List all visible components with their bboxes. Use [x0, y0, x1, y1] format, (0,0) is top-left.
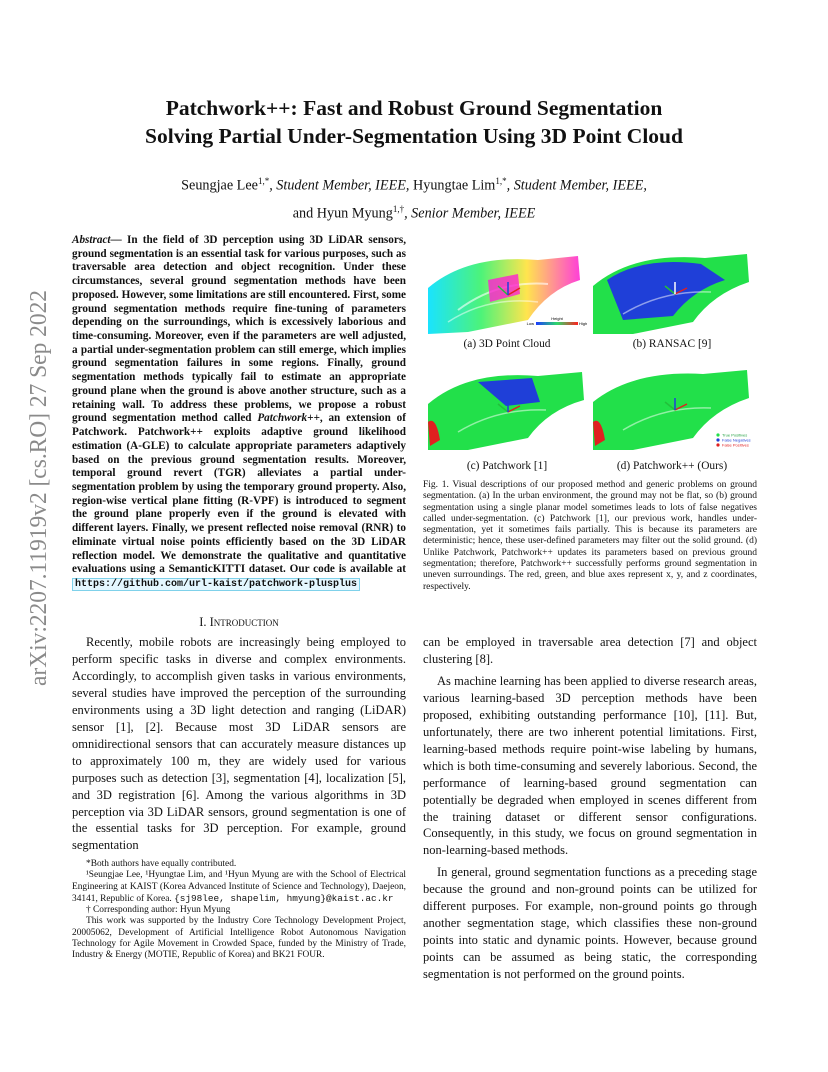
author-2-affil: 1,*: [495, 176, 507, 186]
right-paragraph-3: In general, ground segmentation functions as a preceding stage because the ground and non-ground points can be utilized for different purposes. For example, non-ground points go through another segmentation stage, which classifies these non-ground points into static and dynamic points. However, because ground points can be assumed as being static, the corresponding segmentation is not performed on the ground points.: [423, 865, 757, 982]
author-block: [90, 170, 738, 225]
intro-left-block: [72, 634, 406, 854]
footnote-funding: This work was supported by the Industry Core Technology Development Project, 20005062, Development of Artificial Intelligence Robot Autonomous Navigation Technology for Agile Movement in Crowded Space, funded by the Ministry of Trade, Industry & Energy (MOTIE, Republic of Korea) and BK21 FOUR.: [72, 916, 406, 961]
point-cloud-a: [428, 250, 586, 334]
legend-fp-marker: [716, 443, 719, 446]
right-paragraph-2: As machine learning has been applied to diverse research areas, various learning-based 3D perception methods have been proposed, exhibiting outstanding performance [10], [11]. But, unfortunately, there are two inherent potential limitations. First, learning-based methods require point-wise labeling by humans, which is both time-consuming and severely laborious. Second, the performance of learning-based ground segmentation can potentially be degraded when employed in scenes different from the training dataset or different sensor configurations. Consequently, in this study, we focus on ground segmentation in non-learning-based methods.: [423, 673, 757, 858]
point-cloud-c: [428, 366, 586, 450]
footnote-corresponding: † Corresponding author: Hyun Myung: [86, 905, 231, 916]
section-number: I.: [199, 615, 210, 629]
legend-tp-marker: [716, 433, 719, 436]
panel-a-caption: (a) 3D Point Cloud: [463, 338, 551, 350]
panel-c-caption: (c) Patchwork [1]: [466, 460, 548, 472]
author-1-role: , Student Member, IEEE,: [269, 177, 410, 194]
legend-fn: False Negatives: [722, 437, 751, 443]
panel-c-image: [428, 366, 586, 450]
abstract-lead: Abstract: [72, 234, 111, 246]
author-2-name: Hyungtae Lim: [409, 177, 496, 194]
arxiv-stamp-graphic: [14, 280, 54, 690]
figure-1: [423, 250, 757, 470]
abstract-dash: —: [110, 234, 127, 246]
paper-title: [90, 94, 738, 150]
high-label: High: [579, 321, 588, 326]
point-cloud-d: [593, 366, 751, 450]
panel-d-caption: (d) Patchwork++ (Ours): [616, 460, 728, 472]
footnote-emails: {sj98lee, shapelim, hmyung}@kaist.ac.kr: [174, 892, 394, 904]
height-label: Height: [551, 316, 563, 321]
abstract-text-2: , an extension of Patchwork. Patchwork++ exploits adaptive ground likelihood estimation (A-GLE) to calculate appropriate parameters adaptively based on the previous ground segmentation results. Moreover, temporal ground revert (TGR) alleviates a partial under-segmentation problem by using the temporary ground property. Also, region-wise vertical plane fitting (R-VPF) is introduced to segment the ground plane properly even if the ground is elevated with different layers. Finally, we present reflected noise removal (RNR) to eliminate virtual noise points efficiently based on the 3D LiDAR reflection model. We demonstrate the qualitative and quantitative evaluations using a SemanticKITTI dataset. Our code is available at: [72, 412, 406, 576]
code-link[interactable]: https://github.com/url-kaist/patchwork-plusplus: [72, 578, 360, 591]
legend-tp: True Positives: [722, 432, 748, 438]
footnote-equal-contrib: *Both authors have equally contributed.: [86, 859, 237, 869]
title-line-1: Patchwork++: Fast and Robust Ground Segmentation: [165, 96, 663, 120]
author-3-affil: 1,†: [392, 203, 405, 214]
footnote-affiliation-text: ¹Seungjae Lee, ¹Hyungtae Lim, and ¹Hyun Myung are with the School of Electrical Engineering at KAIST (Korea Advanced Institute of Science and Technology), Daejeon, 34141, Republic of Korea.: [72, 870, 406, 904]
arxiv-id: arXiv:2207.11919v2 [cs.RO] 27 Sep 2022: [26, 280, 52, 686]
abstract: [72, 234, 406, 592]
right-column-body: [423, 634, 757, 983]
section-heading: [72, 615, 406, 630]
intro-paragraph: Recently, mobile robots are increasingly being employed to perform specific tasks in diverse and complex environments. Accordingly, to accomplish given tasks in various environments, several studies have improved the perception of the surrounding environments using a 3D light detection and ranging (LiDAR) sensor [1], [2]. Because most 3D LiDAR sensors are omnidirectional sensors that can accurately measure distances up to approximately 100 m, they are widely used for various purposes such as detection [3], segmentation [4], localization [5], and 3D registration [6]. Among the various algorithms in 3D perception via 3D LiDAR sensors, ground segmentation is one of the essential tasks for 3D perception. For example, ground segmentation: [72, 635, 406, 853]
panel-b-image: [593, 250, 751, 334]
arxiv-stamp: [14, 280, 54, 690]
low-label: Low: [526, 321, 534, 326]
author-line-2: [90, 198, 738, 226]
author-3-name: and Hyun Myung: [292, 205, 393, 222]
author-1-name: Seungjae Lee: [181, 177, 258, 194]
panel-a-image: [428, 250, 586, 334]
abstract-method-name: Patchwork++: [257, 412, 320, 425]
left-column: [72, 234, 406, 592]
title-line-2: Solving Partial Under-Segmentation Using 3D Point Cloud: [145, 124, 683, 148]
abstract-text-1: In the field of 3D perception using 3D LiDAR sensors, ground segmentation is an essential task for various purposes, such as traversable area detection and object recognition. Under these circumstances, several ground segmentation methods have been proposed. However, some limitations are still encountered. First, some ground segmentation methods require fine-tuning of parameters depending on the surroundings, which is excessively laborious and time-consuming. Moreover, even if the parameters are well adjusted, a partial under-segmentation problem can still emerge, which implies ground segmentation failures in some regions. Finally, ground segmentation methods typically fail to estimate an appropriate ground plane when the ground is above another structure, such as a retaining wall. To address these problems, we propose a robust ground segmentation method called: [72, 234, 406, 425]
author-1-affil: 1,*: [257, 176, 270, 186]
legend-fp: False Positives: [722, 442, 749, 448]
panel-d-image: [593, 366, 751, 450]
figure-panels: [423, 250, 757, 470]
author-line-1: [90, 170, 738, 198]
footnote-affiliation: [72, 870, 406, 905]
right-paragraph-1: can be employed in traversable area detection [7] and object clustering [8].: [423, 635, 757, 666]
figure-caption: Fig. 1. Visual descriptions of our proposed method and generic problems on ground segmentation. (a) In the urban environment, the ground may not be flat, so (b) ground segmentation using a single planar model sometimes leads to lots of false negatives called under-segmentation. (c) Patchwork [1], our previous work, handles under-segmentation, yet it sometimes fails partially. This is because its parameters are deterministic; hence, these user-defined parameters may filter out the solid ground. (d) Unlike Patchwork, Patchwork++ updates its parameters based on previous ground segmentation; therefore, Patchwork++ successfully performs ground segmentation in uneven surroundings. The red, green, and blue axes represent x, y, and z coordinates, respectively.: [423, 480, 757, 592]
point-cloud-b: [593, 250, 751, 334]
footnotes: [72, 859, 406, 962]
section-title: Introduction: [209, 615, 279, 629]
legend-fn-marker: [716, 438, 719, 441]
panel-b-caption: (b) RANSAC [9]: [632, 338, 712, 350]
author-2-role: , Student Member, IEEE,: [506, 177, 647, 194]
author-3-role: , Senior Member, IEEE: [404, 205, 536, 222]
